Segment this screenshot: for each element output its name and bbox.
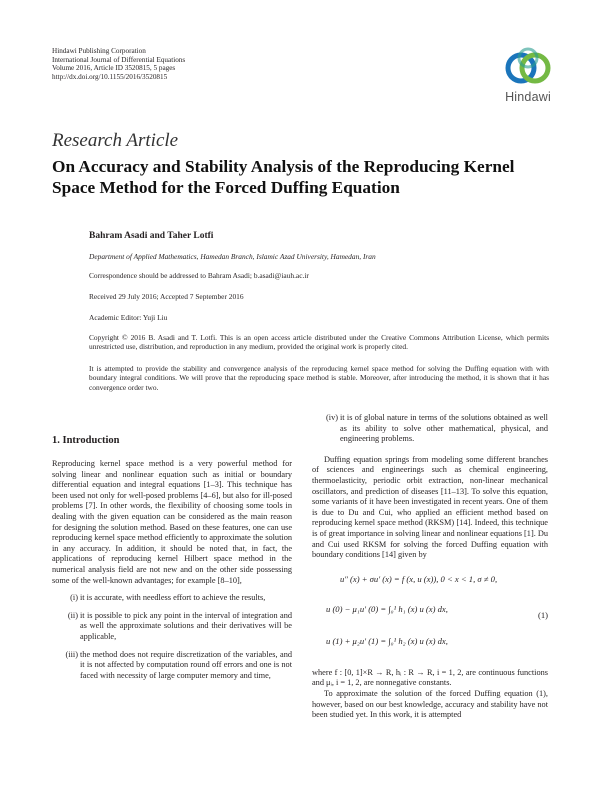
section-title: 1. Introduction [52,435,120,446]
abstract: It is attempted to provide the stability and convergence analysis of the reproducing kernel space method for solving the Duffing equation with with boundary integral conditions. We will prove that the reproducing space method is stable. Moreover, after introducing the method, it is shown that it has convergence order two. [89,364,549,392]
left-column [52,435,292,681]
list-item [52,593,292,604]
copyright: Copyright © 2016 B. Asadi and T. Lotfi. This is an open access article distributed under the Creative Commons Attribution License, which permits unrestricted use, distribution, and reproduction in any medium, provided the original work is properly cited. [89,333,549,351]
list-text: it is accurate, with needless effort to achieve the results, [80,593,266,603]
brand-name: Hindawi [505,90,551,104]
list-item [312,413,548,445]
list-text: the method does not require discretization of the variables, and it is not affected by computation round off errors and one is not faced with necessity of large computer memory and time, [80,649,292,680]
doi-link[interactable]: http://dx.doi.org/10.1155/2016/3520815 [52,72,168,81]
list-item [52,611,292,643]
volume-info: Volume 2016, Article ID 3520815, 5 pages [52,64,176,73]
approx-paragraph: To approximate the solution of the forced Duffing equation (1), however, based on our best knowledge, accuracy and stability have not been studied yet. In this work, it is attempted [312,688,548,720]
list-number: (iv) [326,413,338,422]
equation-block [312,570,548,662]
list-item [52,650,292,682]
paper-title: On Accuracy and Stability Analysis of the Reproducing Kernel Space Method for the Forced Duffing Equation [52,157,515,197]
list-number: (i) [70,593,78,603]
publisher: Hindawi Publishing Corporation [52,47,146,55]
journal-name: International Journal of Differential Equations [52,55,186,64]
where-paragraph: where f : [0, 1]×R → R, hᵢ : R → R, i = 1, 2, are continuous functions and μᵢ, i = 1, 2, are nonnegative constants. [312,667,548,688]
list-number: (ii) [67,610,78,620]
list-text: it is possible to pick any point in the interval of integration and as well the approximate solutions and their derivatives will be applicable, [80,610,292,641]
correspondence: Correspondence should be addressed to Bahram Asadi; b.asadi@iauh.ac.ir [89,271,309,280]
list-text: it is of global nature in terms of the solutions obtained as well as its ability to solve other mathematical, physical, and engineering problems. [340,413,548,444]
equation-number: (1) [537,609,548,620]
affiliation: Department of Applied Mathematics, Hamedan Branch, Islamic Azad University, Hamedan, Iran [89,252,376,261]
equation-line: u″ (x) + σu′ (x) = f (x, u (x)), 0 < x < 1, σ ≠ 0, [340,573,498,584]
dates: Received 29 July 2016; Accepted 7 September 2016 [89,292,244,301]
right-column [312,413,548,721]
equation-line: u (0) − μ₁u′ (0) = ∫₀¹ h₁ (x) u (x) dx, [326,603,448,614]
academic-editor: Academic Editor: Yuji Liu [89,313,168,322]
intro-paragraph: Reproducing kernel space method is a very powerful method for solving linear and nonlinear equation such as initial or boundary differential equation and integral equations [1–3]. This technique has been used not only for well-posed problems [4–6], but also for ill-posed problems [7]. In other words, the flexibility of choosing some tools in dealing with the given equation can be considered as the main reason for designing the solution method. Based on these features, one can use reproducing kernel space method efficiently to approximate the solution in any accuracy. In addition, it should be noted that, in fact, the applications of reproducing kernel Hilbert space method in the numerical analysis field are not new and on the other side possessing some of the well-known advantages; for example [8–10], [52,459,292,585]
article-type: Research Article [52,130,179,151]
list-number: (iii) [65,649,78,659]
journal-header [52,47,185,81]
authors: Bahram Asadi and Taher Lotfi [89,231,214,241]
duffing-paragraph: Duffing equation springs from modeling some different branches of sciences and engineerings such as chemical engineering, thermoelasticity, periodic orbit extraction, non-linear mechanical oscillators, and prediction of diseases [11–13]. To solve this equation, some variants of it have been investigated in recent years. One of them is due to Du and Cui, who applied an efficient method based on reproducing kernel space method (RKSM) [14]. Indeed, this technique is of great importance in solving linear and nonlinear equations [1]. Du and Cui used RKSM for solving the forced Duffing equation with boundary conditions [14] given by [312,454,548,560]
equation-line: u (1) + μ₂u′ (1) = ∫₀¹ h₂ (x) u (x) dx, [326,635,448,646]
